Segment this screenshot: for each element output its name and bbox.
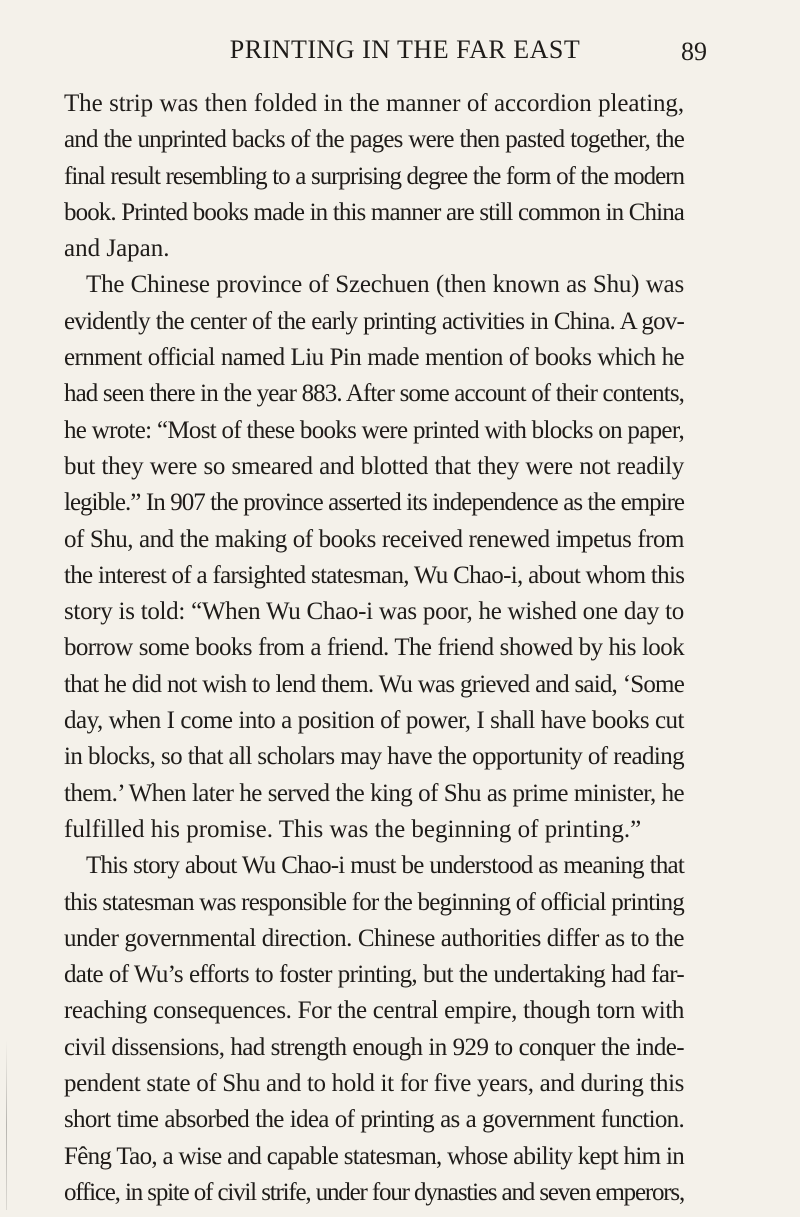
text-line: office, in spite of civil strife, under four dynasties and seven emperors, [64, 1178, 684, 1206]
body-text [64, 86, 684, 1211]
text-line: this statesman was responsible for the beginning of official printing [64, 888, 684, 916]
page-number: 89 [681, 37, 707, 66]
text-line: day, when I come into a position of power, I shall have books cut [64, 707, 684, 735]
running-head: PRINTING IN THE FAR EAST [229, 35, 581, 64]
text-line: story is told: “When Wu Chao-i was poor, he wished one day to [64, 598, 684, 626]
text-line: ernment official named Liu Pin made mention of books which he [64, 344, 684, 372]
text-line: date of Wu’s efforts to foster printing, but the undertaking had far- [64, 961, 684, 989]
text-line: The strip was then folded in the manner of accordion pleating, [64, 90, 684, 117]
text-line: final result resembling to a surprising degree the form of the modern [64, 162, 684, 190]
text-line: fulfilled his promise. This was the beginning of printing.” [64, 815, 642, 843]
text-line: This story about Wu Chao-i must be understood as meaning that [86, 852, 684, 880]
text-line: reaching consequences. For the central empire, though torn with [64, 997, 684, 1025]
text-line: legible.” In 907 the province asserted its independence as the empire [64, 489, 684, 517]
text-line: of Shu, and the making of books received renewed impetus from [64, 525, 684, 553]
text-line: evidently the center of the early printing activities in China. A gov- [64, 307, 684, 335]
page-edge-shadow [6, 1040, 7, 1210]
text-line: short time absorbed the idea of printing as a government function. [64, 1106, 684, 1134]
text-line: The Chinese province of Szechuen (then known as Shu) was [86, 271, 684, 299]
text-line: and the unprinted backs of the pages were then pasted together, the [64, 126, 684, 154]
text-line: he wrote: “Most of these books were printed with blocks on paper, [64, 416, 685, 444]
text-line: and Japan. [64, 235, 170, 263]
text-line: in blocks, so that all scholars may have the opportunity of reading [64, 743, 684, 771]
text-line: but they were so smeared and blotted that they were not readily [64, 452, 684, 480]
text-line: them.’ When later he served the king of Shu as prime minister, he [64, 779, 684, 807]
text-line: borrow some books from a friend. The friend showed by his look [64, 634, 684, 662]
text-line: under governmental direction. Chinese authorities differ as to the [64, 924, 684, 952]
text-line: the interest of a farsighted statesman, Wu Chao-i, about whom this [64, 561, 685, 589]
text-line: pendent state of Shu and to hold it for five years, and during this [64, 1070, 684, 1098]
text-line: civil dissensions, had strength enough in 929 to conquer the inde- [64, 1033, 684, 1061]
text-line: that he did not wish to lend them. Wu was grieved and said, ‘Some [64, 670, 684, 698]
text-line: Fêng Tao, a wise and capable statesman, whose ability kept him in [64, 1142, 684, 1170]
text-line: book. Printed books made in this manner are still common in China [64, 198, 684, 226]
text-line: had seen there in the year 883. After some account of their contents, [64, 380, 684, 408]
